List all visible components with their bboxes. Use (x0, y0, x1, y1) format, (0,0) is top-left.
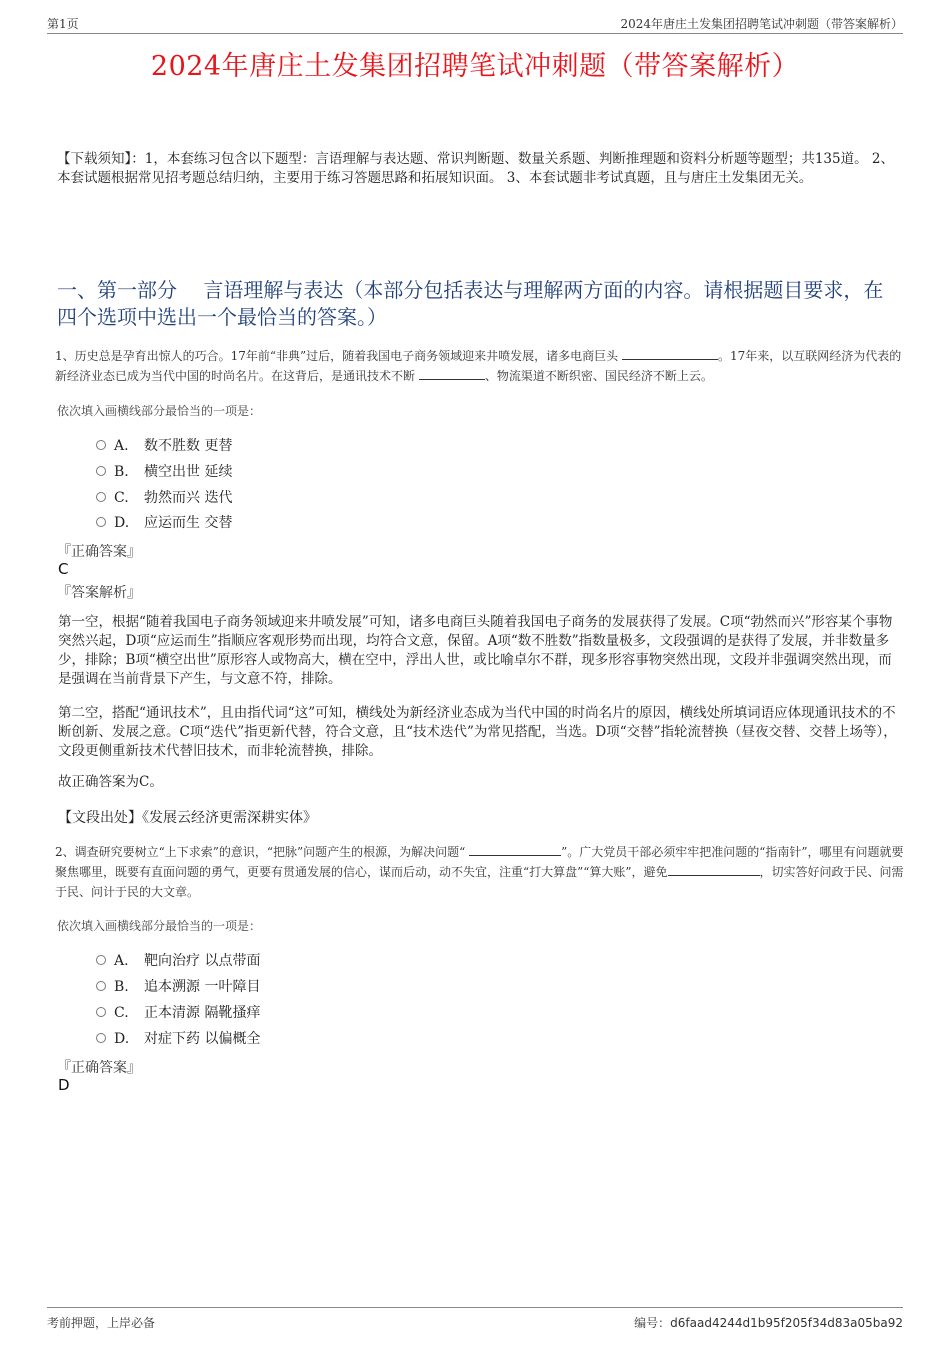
radio-icon[interactable] (96, 955, 106, 965)
q1-analysis-label: 『答案解析』 (57, 585, 141, 601)
q2-option-c[interactable]: C. 正本清源 隔靴搔痒 (96, 1003, 260, 1023)
q1-analysis-2: 第二空，搭配“通讯技术”，且由指代词“这”可知，横线处为新经济业态成为当代中国的时尚名片的原因，横线处所填词语应体现通讯技术的不断创新、发展之意。C项“迭代”指更新代替，符合文意，且“技术迭代”为常见搭配，当选。D项“交替”指轮流替换（昼夜交替、交替上场等），文段更侧重新技术代替旧技术，而非轮流替换，排除。 (58, 705, 897, 759)
footer-slogan: 考前押题，上岸必备 (47, 1316, 156, 1330)
q1-option-c[interactable]: C. 勃然而兴 迭代 (96, 488, 232, 508)
blank (622, 347, 718, 360)
radio-icon[interactable] (96, 1033, 106, 1043)
section-title: 一、第一部分 言语理解与表达（本部分包括表达与理解两方面的内容。请根据题目要求，在四个选项中选出一个最恰当的答案。） (57, 278, 884, 329)
question-1-prompt: 依次填入画横线部分最恰当的一项是： (57, 404, 262, 418)
radio-icon[interactable] (96, 440, 106, 450)
page-number: 第1页 (47, 17, 79, 31)
q1-answer-label: 『正确答案』 (57, 544, 141, 560)
blank (419, 367, 485, 380)
radio-icon[interactable] (96, 517, 106, 527)
question-2-text: 2、调查研究要树立“上下求索”的意识，“把脉”问题产生的根源，为解决问题“ ”。广大党员干部必须牢牢把准问题的“指南针”，哪里有问题就要聚焦哪里，既要有直面问题的勇气，更要有贯通发展的信心，谋而后动，动不失宜，注重“打大算盘”“算大账”，避免 ，切实答好问政于民、问需于民、问计于民的大文章。 (55, 845, 904, 899)
q1-source: 【文段出处】《发展云经济更需深耕实体》 (58, 810, 317, 826)
q1-option-a[interactable]: A. 数不胜数 更替 (96, 436, 232, 456)
q2-option-b[interactable]: B. 追本溯源 一叶障目 (96, 977, 260, 997)
document-title: 2024年唐庄土发集团招聘笔试冲刺题（带答案解析） (150, 51, 800, 82)
question-2-prompt: 依次填入画横线部分最恰当的一项是： (57, 919, 262, 933)
question-1-text: 1、历史总是孕育出惊人的巧合。17年前“非典”过后，随着我国电子商务领域迎来井喷发展，诸多电商巨头 。17年来，以互联网经济为代表的新经济业态已成为当代中国的时尚名片。在这背后，是通讯技术不断 、物流渠道不断织密、国民经济不断上云。 (55, 349, 902, 383)
header-doc-title: 2024年唐庄土发集团招聘笔试冲刺题（带答案解析） (620, 17, 903, 31)
download-notice: 【下载须知】：1，本套练习包含以下题型：言语理解与表达题、常识判断题、数量关系题、判断推理题和资料分析题等题型；共135道。 2、本套试题根据常见招考题总结归纳，主要用于练习答题思路和拓展知识面。 3、本套试题非考试真题，且与唐庄土发集团无关。 (57, 151, 894, 186)
radio-icon[interactable] (96, 1007, 106, 1017)
q1-option-b[interactable]: B. 横空出世 延续 (96, 462, 232, 482)
blank (668, 863, 760, 876)
q2-option-a[interactable]: A. 靶向治疗 以点带面 (96, 951, 260, 971)
q1-answer: C (58, 560, 69, 578)
radio-icon[interactable] (96, 492, 106, 502)
radio-icon[interactable] (96, 981, 106, 991)
blank (469, 843, 561, 856)
page-footer (47, 1307, 903, 1330)
q2-option-d[interactable]: D. 对症下药 以偏概全 (96, 1029, 260, 1049)
q2-answer: D (58, 1076, 70, 1094)
radio-icon[interactable] (96, 466, 106, 476)
page-header (47, 15, 903, 34)
q1-analysis-1: 第一空，根据“随着我国电子商务领域迎来井喷发展”可知，诸多电商巨头随着我国电子商务的发展获得了发展。C项“勃然而兴”形容某个事物突然兴起，D项“应运而生”指顺应客观形势而出现，均符合文意，保留。A项“数不胜数”指数量极多，文段强调的是获得了发展，并非数量多少，排除；B项“横空出世”原形容人或物高大，横在空中，浮出人世，或比喻卓尔不群，现多形容事物突然出现，文段并非强调突然出现，而是强调在当前背景下产生，与文意不符，排除。 (58, 614, 893, 687)
q1-conclusion: 故正确答案为C。 (58, 774, 163, 790)
q2-answer-label: 『正确答案』 (57, 1060, 141, 1076)
footer-code: 编号：d6faad4244d1b95f205f34d83a05ba92 (634, 1316, 903, 1330)
q1-option-d[interactable]: D. 应运而生 交替 (96, 513, 232, 533)
